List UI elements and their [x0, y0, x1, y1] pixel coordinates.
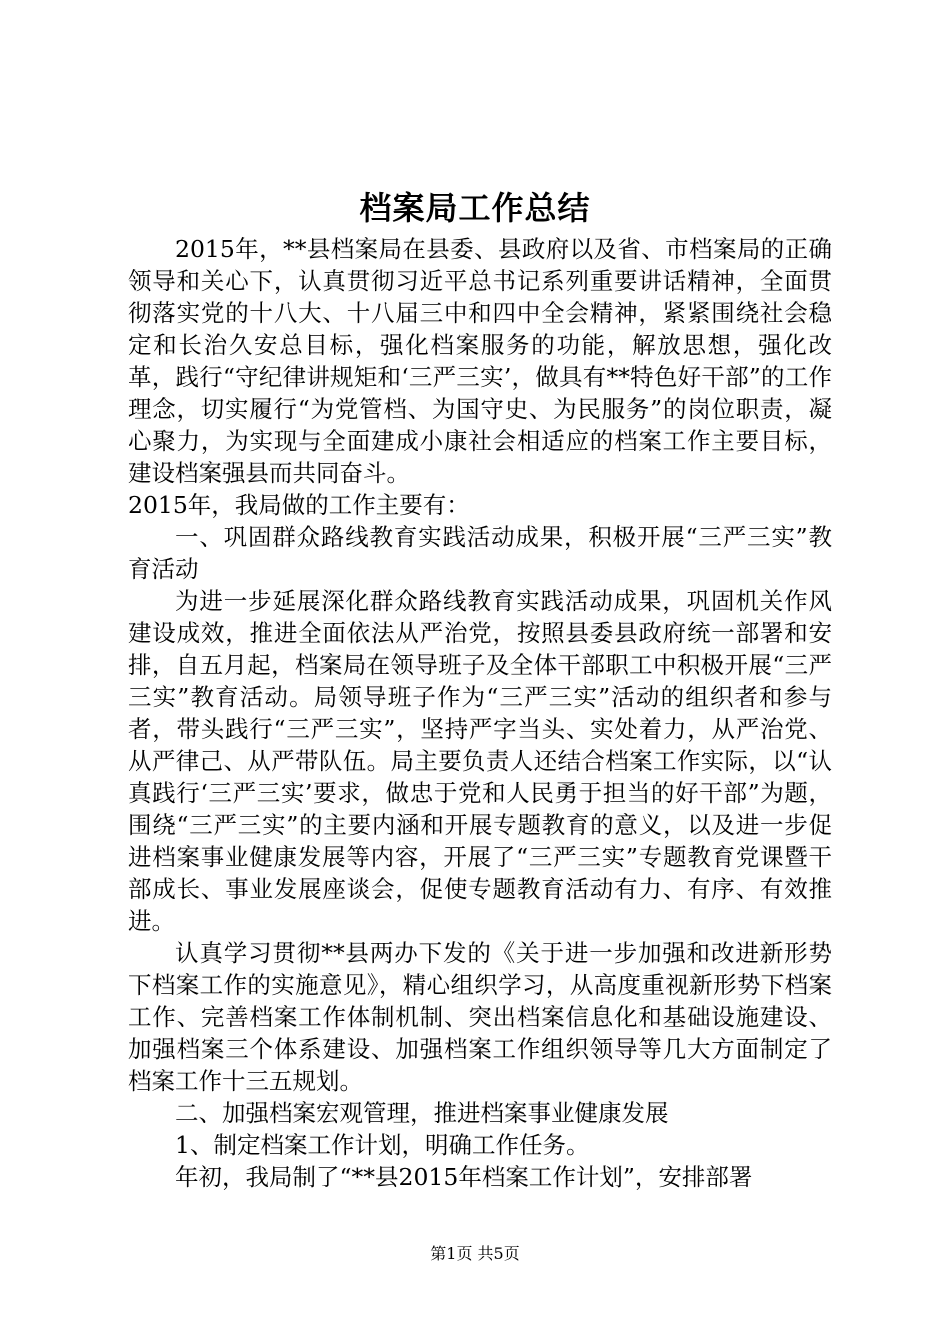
paragraph-section-1-body: 为进一步延展深化群众路线教育实践活动成果，巩固机关作风建设成效，推进全面依法从严治党，按照县委县政府统一部署和安排，自五月起，档案局在领导班子及全体干部职工中积极开展“三严三实”教育活动。局领导班子作为“三严三实”活动的组织者和参与者，带头践行“三严三实”，坚持严字当头、实处着力，从严治党、从严律己、从严带队伍。局主要负责人还结合档案工作实际，以“认真践行‘三严三实’要求，做忠于党和人民勇于担当的好干部”为题，围绕“三严三实”的主要内涵和开展专题教育的意义，以及进一步促进档案事业健康发展等内容，开展了“三严三实”专题教育党课暨干部成长、事业发展座谈会，促使专题教育活动有力、有序、有效推进。: [128, 587, 832, 935]
subsection-heading-2-1: 1、制定档案工作计划，明确工作任务。: [175, 1131, 590, 1159]
section-heading-1: 一、巩固群众路线教育实践活动成果，积极开展“三严三实”教育活动: [128, 523, 832, 583]
paragraph-summary-lead: 2015年，我局做的工作主要有：: [128, 491, 470, 519]
section-heading-2: 二、加强档案宏观管理，推进档案事业健康发展: [175, 1099, 669, 1127]
paragraph-intro: 2015年，**县档案局在县委、县政府以及省、市档案局的正确领导和关心下，认真贯彻习近平总书记系列重要讲话精神，全面贯彻落实党的十八大、十八届三中和四中全会精神，紧紧围绕社会稳定和长治久安总目标，强化档案服务的功能，解放思想，强化改革，践行“守纪律讲规矩和‘三严三实’，做具有**特色好干部”的工作理念，切实履行“为党管档、为国守史、为民服务”的岗位职责，凝心聚力，为实现与全面建成小康社会相适应的档案工作主要目标，建设档案强县而共同奋斗。: [128, 235, 832, 487]
document-body: [128, 233, 832, 1193]
paragraph-section-1-study: 认真学习贯彻**县两办下发的《关于进一步加强和改进新形势下档案工作的实施意见》，精心组织学习，从高度重视新形势下档案工作、完善档案工作体制机制、突出档案信息化和基础设施建设、加强档案三个体系建设、加强档案工作组织领导等几大方面制定了档案工作十三五规划。: [128, 939, 832, 1095]
page-footer: 第1页 共5页: [430, 1244, 520, 1263]
document-title: 档案局工作总结: [359, 189, 591, 227]
paragraph-section-2-body: 年初，我局制了“**县2015年档案工作计划”，安排部署: [175, 1163, 753, 1191]
